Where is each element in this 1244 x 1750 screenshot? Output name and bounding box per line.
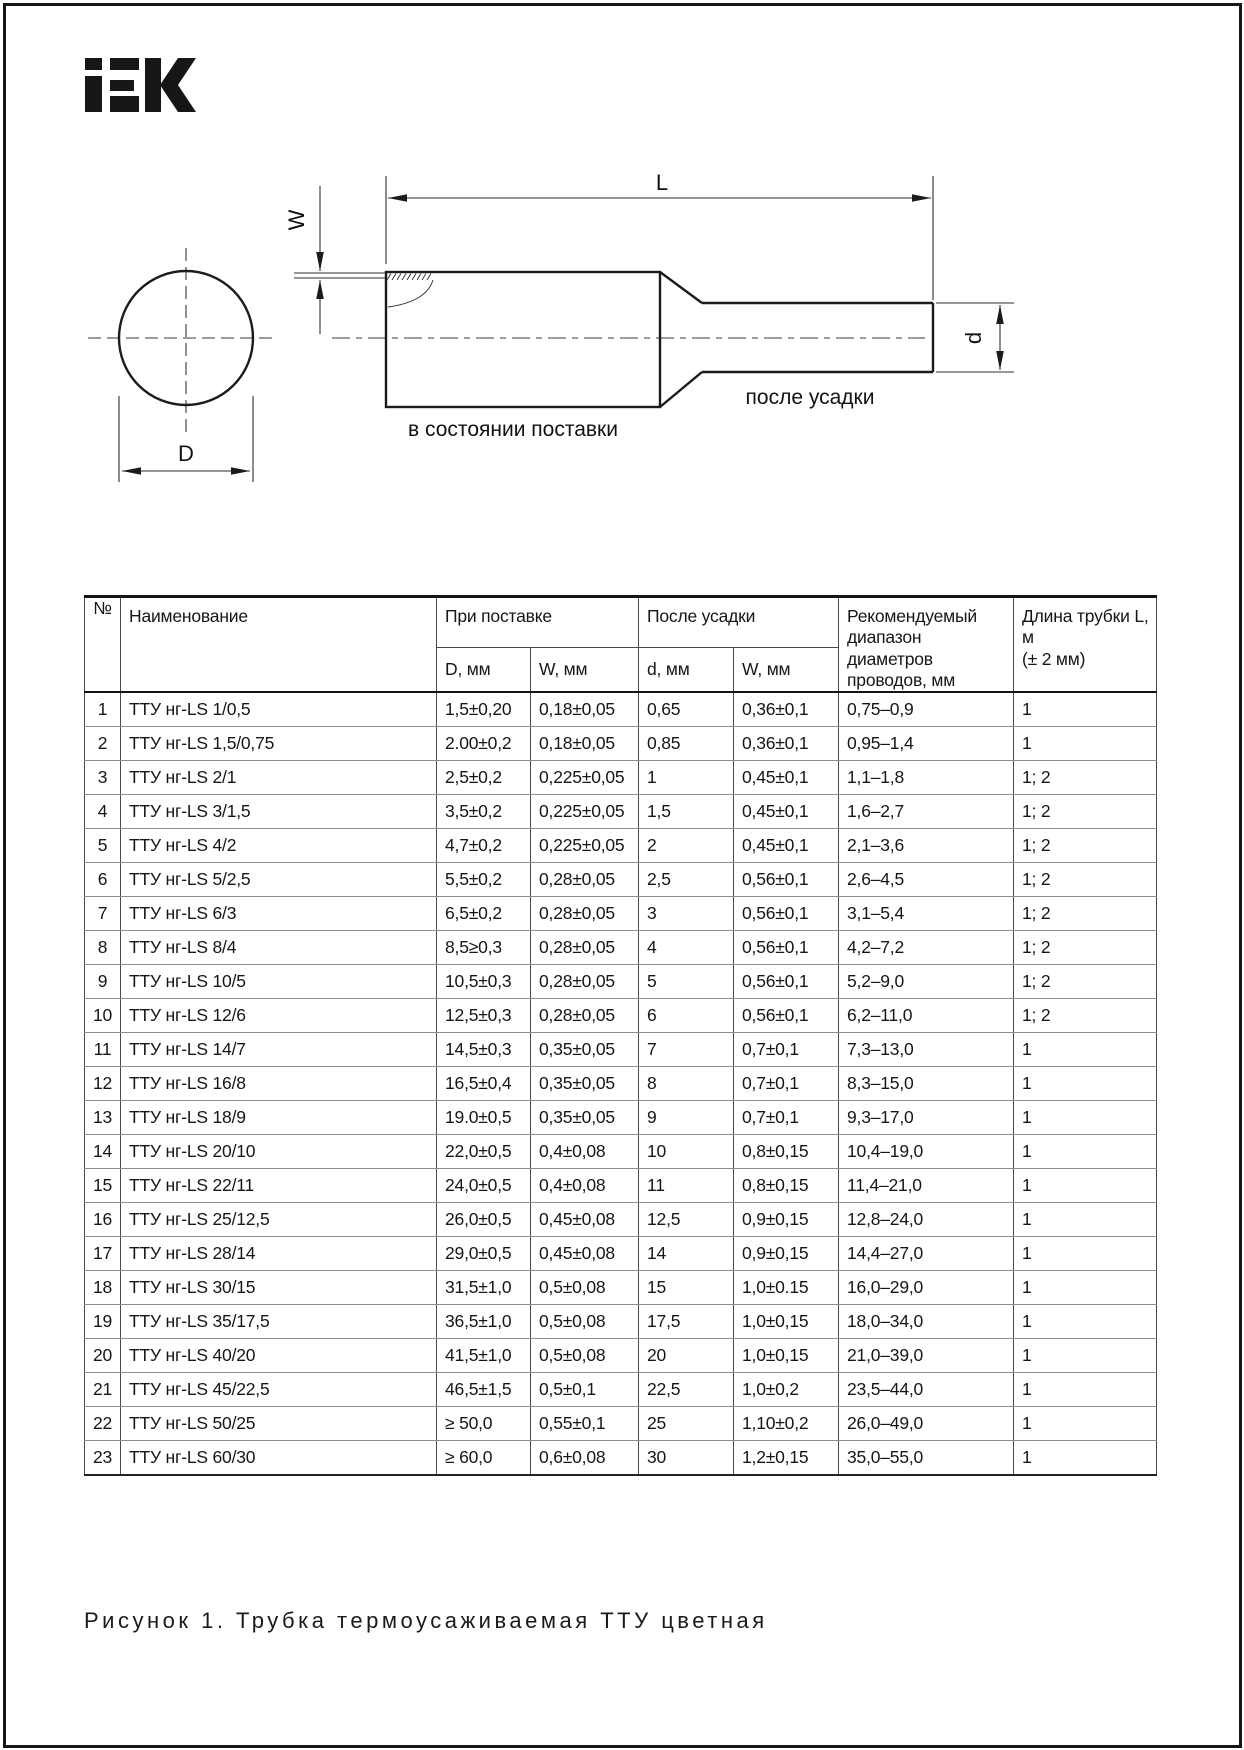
table-cell: 0,9±0,15 (734, 1237, 839, 1271)
spec-table (84, 595, 1157, 1476)
small-diameter-d-label: d (961, 331, 986, 345)
table-cell: ТТУ нг-LS 22/11 (121, 1169, 437, 1203)
table-cell: ТТУ нг-LS 18/9 (121, 1101, 437, 1135)
table-cell: 1; 2 (1014, 999, 1157, 1033)
table-cell: 1 (639, 761, 734, 795)
table-cell: 3,1–5,4 (839, 897, 1014, 931)
table-cell: 1,6–2,7 (839, 795, 1014, 829)
header-row-groups (85, 597, 1157, 648)
table-row (85, 965, 1157, 999)
table-cell: 1 (1014, 1203, 1157, 1237)
table-cell: 1,0±0,2 (734, 1373, 839, 1407)
table-cell: 0,35±0,05 (531, 1101, 639, 1135)
table-cell: 0,9±0,15 (734, 1203, 839, 1237)
table-cell: 18,0–34,0 (839, 1305, 1014, 1339)
table-cell: 0,35±0,05 (531, 1067, 639, 1101)
table-cell: 0,36±0,1 (734, 727, 839, 761)
table-cell: 0,56±0,1 (734, 897, 839, 931)
table-cell: 18 (85, 1271, 121, 1305)
tube-body-supplied (386, 272, 660, 407)
table-row (85, 1169, 1157, 1203)
table-cell: 2.00±0,2 (437, 727, 531, 761)
table-cell: 2,5 (639, 863, 734, 897)
table-cell: 13 (85, 1101, 121, 1135)
table-cell: 0,225±0,05 (531, 761, 639, 795)
table-cell: 8 (639, 1067, 734, 1101)
after-shrink-label: после усадки (745, 386, 875, 409)
table-cell: 12 (85, 1067, 121, 1101)
table-cell: 26,0±0,5 (437, 1203, 531, 1237)
table-cell: ТТУ нг-LS 4/2 (121, 829, 437, 863)
table-cell: ТТУ нг-LS 6/3 (121, 897, 437, 931)
table-cell: 4 (85, 795, 121, 829)
table-cell: 1 (1014, 1169, 1157, 1203)
table-cell: 0,45±0,1 (734, 829, 839, 863)
table-cell: 11 (85, 1033, 121, 1067)
table-cell: ТТУ нг-LS 16/8 (121, 1067, 437, 1101)
table-cell: 0,55±0,1 (531, 1407, 639, 1441)
table-cell: 2,6–4,5 (839, 863, 1014, 897)
shrunk-state-view (660, 272, 933, 409)
table-cell: 1,5 (639, 795, 734, 829)
dimension-d (936, 303, 1014, 372)
table-cell: 0,7±0,1 (734, 1067, 839, 1101)
table-cell: ТТУ нг-LS 2/1 (121, 761, 437, 795)
table-cell: 22,5 (639, 1373, 734, 1407)
table-cell: ТТУ нг-LS 45/22,5 (121, 1373, 437, 1407)
table-cell: ТТУ нг-LS 28/14 (121, 1237, 437, 1271)
table-cell: 1 (1014, 692, 1157, 727)
table-cell: 1; 2 (1014, 897, 1157, 931)
table-cell: 1 (1014, 1067, 1157, 1101)
table-cell: 17,5 (639, 1305, 734, 1339)
table-cell: 36,5±1,0 (437, 1305, 531, 1339)
table-cell: 35,0–55,0 (839, 1441, 1014, 1476)
supply-state-label: в состоянии поставки (408, 418, 618, 441)
wall-hatch-detail (387, 274, 433, 308)
table-cell: 10 (85, 999, 121, 1033)
table-cell: 5 (85, 829, 121, 863)
table-cell: 20 (639, 1339, 734, 1373)
table-row (85, 1067, 1157, 1101)
table-cell: 1,1–1,8 (839, 761, 1014, 795)
table-cell: 1,0±0.15 (734, 1271, 839, 1305)
table-cell: 0,85 (639, 727, 734, 761)
table-cell: 30 (639, 1441, 734, 1476)
table-cell: 6,2–11,0 (839, 999, 1014, 1033)
table-cell: 16 (85, 1203, 121, 1237)
table-cell: 41,5±1,0 (437, 1339, 531, 1373)
table-row (85, 1203, 1157, 1237)
col-header-d-shrink: d, мм (639, 647, 734, 692)
table-cell: ТТУ нг-LS 60/30 (121, 1441, 437, 1476)
table-cell: 4 (639, 931, 734, 965)
table-cell: 0,45±0,1 (734, 795, 839, 829)
table-row (85, 931, 1157, 965)
table-cell: 14,4–27,0 (839, 1237, 1014, 1271)
col-header-wire-range: Рекомендуемый диапазон диаметров проводов, мм (839, 597, 1014, 693)
table-cell: 1,2±0,15 (734, 1441, 839, 1476)
table-row (85, 1101, 1157, 1135)
spec-table-body (85, 692, 1157, 1475)
table-row (85, 863, 1157, 897)
logo-i-stem (85, 76, 102, 112)
table-cell: ТТУ нг-LS 3/1,5 (121, 795, 437, 829)
taper-top (660, 272, 702, 303)
table-cell: 1 (1014, 1135, 1157, 1169)
table-cell: 12,8–24,0 (839, 1203, 1014, 1237)
table-cell: 7 (639, 1033, 734, 1067)
table-cell: 1 (1014, 1271, 1157, 1305)
table-cell: 0,75–0,9 (839, 692, 1014, 727)
table-row (85, 1441, 1157, 1476)
table-cell: 1 (1014, 1373, 1157, 1407)
table-cell: 46,5±1,5 (437, 1373, 531, 1407)
table-cell: 5,5±0,2 (437, 863, 531, 897)
table-cell: 0,8±0,15 (734, 1169, 839, 1203)
table-cell: 1,0±0,15 (734, 1305, 839, 1339)
table-cell: ТТУ нг-LS 1,5/0,75 (121, 727, 437, 761)
table-cell: 14 (85, 1135, 121, 1169)
table-cell: 2 (85, 727, 121, 761)
col-header-D-supply: D, мм (437, 647, 531, 692)
table-cell: 0,45±0,08 (531, 1203, 639, 1237)
table-cell: 20 (85, 1339, 121, 1373)
table-cell: 23 (85, 1441, 121, 1476)
table-row (85, 1237, 1157, 1271)
col-header-W-shrink: W, мм (734, 647, 839, 692)
wall-W-label: W (284, 209, 309, 231)
table-cell: 1 (1014, 1407, 1157, 1441)
table-cell: 14 (639, 1237, 734, 1271)
table-cell: 0,5±0,08 (531, 1271, 639, 1305)
table-cell: 6 (639, 999, 734, 1033)
table-cell: 1; 2 (1014, 829, 1157, 863)
table-cell: 0,95–1,4 (839, 727, 1014, 761)
table-cell: 1 (1014, 1441, 1157, 1476)
table-cell: 14,5±0,3 (437, 1033, 531, 1067)
cross-section-view (88, 248, 277, 436)
table-cell: 1 (1014, 727, 1157, 761)
table-cell: 1,10±0,2 (734, 1407, 839, 1441)
table-cell: 22 (85, 1407, 121, 1441)
table-cell: 5 (639, 965, 734, 999)
table-cell: 11 (639, 1169, 734, 1203)
table-cell: 15 (639, 1271, 734, 1305)
table-cell: 6,5±0,2 (437, 897, 531, 931)
table-row (85, 1033, 1157, 1067)
table-cell: 0,28±0,05 (531, 863, 639, 897)
table-cell: ≥ 50,0 (437, 1407, 531, 1441)
table-cell: ТТУ нг-LS 40/20 (121, 1339, 437, 1373)
table-cell: 8 (85, 931, 121, 965)
table-cell: 0,4±0,08 (531, 1169, 639, 1203)
table-cell: 0,65 (639, 692, 734, 727)
spec-table-header (85, 597, 1157, 693)
table-cell: 1; 2 (1014, 761, 1157, 795)
table-cell: 0,56±0,1 (734, 999, 839, 1033)
table-cell: 0,45±0,1 (734, 761, 839, 795)
table-cell: 31,5±1,0 (437, 1271, 531, 1305)
table-cell: 8,5≥0,3 (437, 931, 531, 965)
logo-k-stem (145, 58, 161, 112)
table-cell: ТТУ нг-LS 25/12,5 (121, 1203, 437, 1237)
table-row (85, 727, 1157, 761)
table-cell: 3,5±0,2 (437, 795, 531, 829)
table-cell: 4,7±0,2 (437, 829, 531, 863)
col-header-name: Наименование (121, 597, 437, 693)
iek-logo (85, 57, 197, 113)
table-cell: 1 (1014, 1305, 1157, 1339)
length-L-label: L (655, 170, 669, 195)
table-cell: 1; 2 (1014, 931, 1157, 965)
table-cell: 0,56±0,1 (734, 965, 839, 999)
table-cell: ТТУ нг-LS 35/17,5 (121, 1305, 437, 1339)
table-cell: 21,0–39,0 (839, 1339, 1014, 1373)
table-cell: 0,56±0,1 (734, 863, 839, 897)
table-cell: 2,5±0,2 (437, 761, 531, 795)
table-cell: ТТУ нг-LS 1/0,5 (121, 692, 437, 727)
table-cell: 1 (1014, 1101, 1157, 1135)
col-header-shrink-group: После усадки (639, 597, 839, 648)
table-cell: 7,3–13,0 (839, 1033, 1014, 1067)
tube-drawing (80, 150, 1080, 495)
table-cell: 19.0±0,5 (437, 1101, 531, 1135)
table-cell: 9,3–17,0 (839, 1101, 1014, 1135)
table-cell: 0,5±0,1 (531, 1373, 639, 1407)
table-cell: 9 (639, 1101, 734, 1135)
table-cell: 0,45±0,08 (531, 1237, 639, 1271)
table-cell: 10 (639, 1135, 734, 1169)
table-cell: 7 (85, 897, 121, 931)
table-row (85, 1407, 1157, 1441)
diameter-D-label: D (178, 441, 194, 466)
table-row (85, 692, 1157, 727)
table-cell: 0,6±0,08 (531, 1441, 639, 1476)
table-cell: 23,5–44,0 (839, 1373, 1014, 1407)
table-cell: 1; 2 (1014, 795, 1157, 829)
table-cell: 11,4–21,0 (839, 1169, 1014, 1203)
table-cell: 3 (639, 897, 734, 931)
table-cell: 1; 2 (1014, 965, 1157, 999)
table-cell: 0,5±0,08 (531, 1305, 639, 1339)
table-row (85, 1135, 1157, 1169)
table-row (85, 1271, 1157, 1305)
table-cell: 17 (85, 1237, 121, 1271)
table-cell: 0,35±0,05 (531, 1033, 639, 1067)
table-row (85, 897, 1157, 931)
table-cell: 0,7±0,1 (734, 1033, 839, 1067)
table-cell: 19 (85, 1305, 121, 1339)
table-row (85, 795, 1157, 829)
table-cell: 6 (85, 863, 121, 897)
table-cell: 0,28±0,05 (531, 931, 639, 965)
figure-caption: Рисунок 1. Трубка термоусаживаемая ТТУ цветная (84, 1608, 768, 1633)
table-row (85, 999, 1157, 1033)
table-cell: 0,225±0,05 (531, 829, 639, 863)
table-cell: 0,28±0,05 (531, 965, 639, 999)
table-cell: 0,56±0,1 (734, 931, 839, 965)
table-cell: 0,18±0,05 (531, 692, 639, 727)
table-cell: ТТУ нг-LS 14/7 (121, 1033, 437, 1067)
table-cell: 0,28±0,05 (531, 999, 639, 1033)
table-cell: 2,1–3,6 (839, 829, 1014, 863)
table-cell: 4,2–7,2 (839, 931, 1014, 965)
table-cell: 1 (1014, 1237, 1157, 1271)
table-cell: 0,18±0,05 (531, 727, 639, 761)
table-cell: ≥ 60,0 (437, 1441, 531, 1476)
col-header-tube-length-line1: Длина трубки L, м (1022, 606, 1149, 648)
table-cell: ТТУ нг-LS 5/2,5 (121, 863, 437, 897)
logo-e-top-bar (110, 58, 139, 70)
taper-bottom (660, 372, 702, 407)
table-cell: 16,0–29,0 (839, 1271, 1014, 1305)
table-cell: 0,8±0,15 (734, 1135, 839, 1169)
table-cell: 12,5 (639, 1203, 734, 1237)
table-cell: 2 (639, 829, 734, 863)
table-cell: ТТУ нг-LS 10/5 (121, 965, 437, 999)
logo-e-bottom-bar (110, 96, 139, 112)
col-header-tube-length-line2: (± 2 мм) (1022, 648, 1086, 669)
col-header-tube-length (1014, 597, 1157, 693)
table-cell: 1; 2 (1014, 863, 1157, 897)
table-row (85, 761, 1157, 795)
table-cell: 1 (1014, 1033, 1157, 1067)
table-cell: 10,4–19,0 (839, 1135, 1014, 1169)
table-cell: 26,0–49,0 (839, 1407, 1014, 1441)
table-cell: 1,0±0,15 (734, 1339, 839, 1373)
table-cell: 10,5±0,3 (437, 965, 531, 999)
table-cell: 1,5±0,20 (437, 692, 531, 727)
col-header-supply-group: При поставке (437, 597, 639, 648)
col-header-num: № (85, 597, 121, 693)
table-cell: 0,4±0,08 (531, 1135, 639, 1169)
table-cell: 0,225±0,05 (531, 795, 639, 829)
table-cell: 5,2–9,0 (839, 965, 1014, 999)
table-cell: 22,0±0,5 (437, 1135, 531, 1169)
logo-k-arms (160, 58, 196, 112)
logo-i-dot (85, 58, 102, 70)
iek-logo-glyphs (85, 58, 196, 112)
table-cell: ТТУ нг-LS 12/6 (121, 999, 437, 1033)
table-cell: 0,36±0,1 (734, 692, 839, 727)
table-cell: ТТУ нг-LS 50/25 (121, 1407, 437, 1441)
table-cell: 9 (85, 965, 121, 999)
table-cell: 0,28±0,05 (531, 897, 639, 931)
table-row (85, 1339, 1157, 1373)
table-cell: 8,3–15,0 (839, 1067, 1014, 1101)
col-header-W-supply: W, мм (531, 647, 639, 692)
table-cell: 29,0±0,5 (437, 1237, 531, 1271)
table-cell: 1 (1014, 1339, 1157, 1373)
table-cell: 25 (639, 1407, 734, 1441)
table-cell: 21 (85, 1373, 121, 1407)
table-cell: 0,5±0,08 (531, 1339, 639, 1373)
dimension-W (284, 186, 386, 334)
table-cell: ТТУ нг-LS 8/4 (121, 931, 437, 965)
table-cell: ТТУ нг-LS 20/10 (121, 1135, 437, 1169)
table-cell: 3 (85, 761, 121, 795)
table-cell: 1 (85, 692, 121, 727)
table-cell: 24,0±0,5 (437, 1169, 531, 1203)
logo-e-mid-bar (110, 80, 134, 91)
table-cell: 16,5±0,4 (437, 1067, 531, 1101)
table-row (85, 829, 1157, 863)
supply-state-view (332, 272, 925, 441)
table-cell: 12,5±0,3 (437, 999, 531, 1033)
table-cell: 15 (85, 1169, 121, 1203)
table-row (85, 1305, 1157, 1339)
table-cell: 0,7±0,1 (734, 1101, 839, 1135)
table-row (85, 1373, 1157, 1407)
table-cell: ТТУ нг-LS 30/15 (121, 1271, 437, 1305)
